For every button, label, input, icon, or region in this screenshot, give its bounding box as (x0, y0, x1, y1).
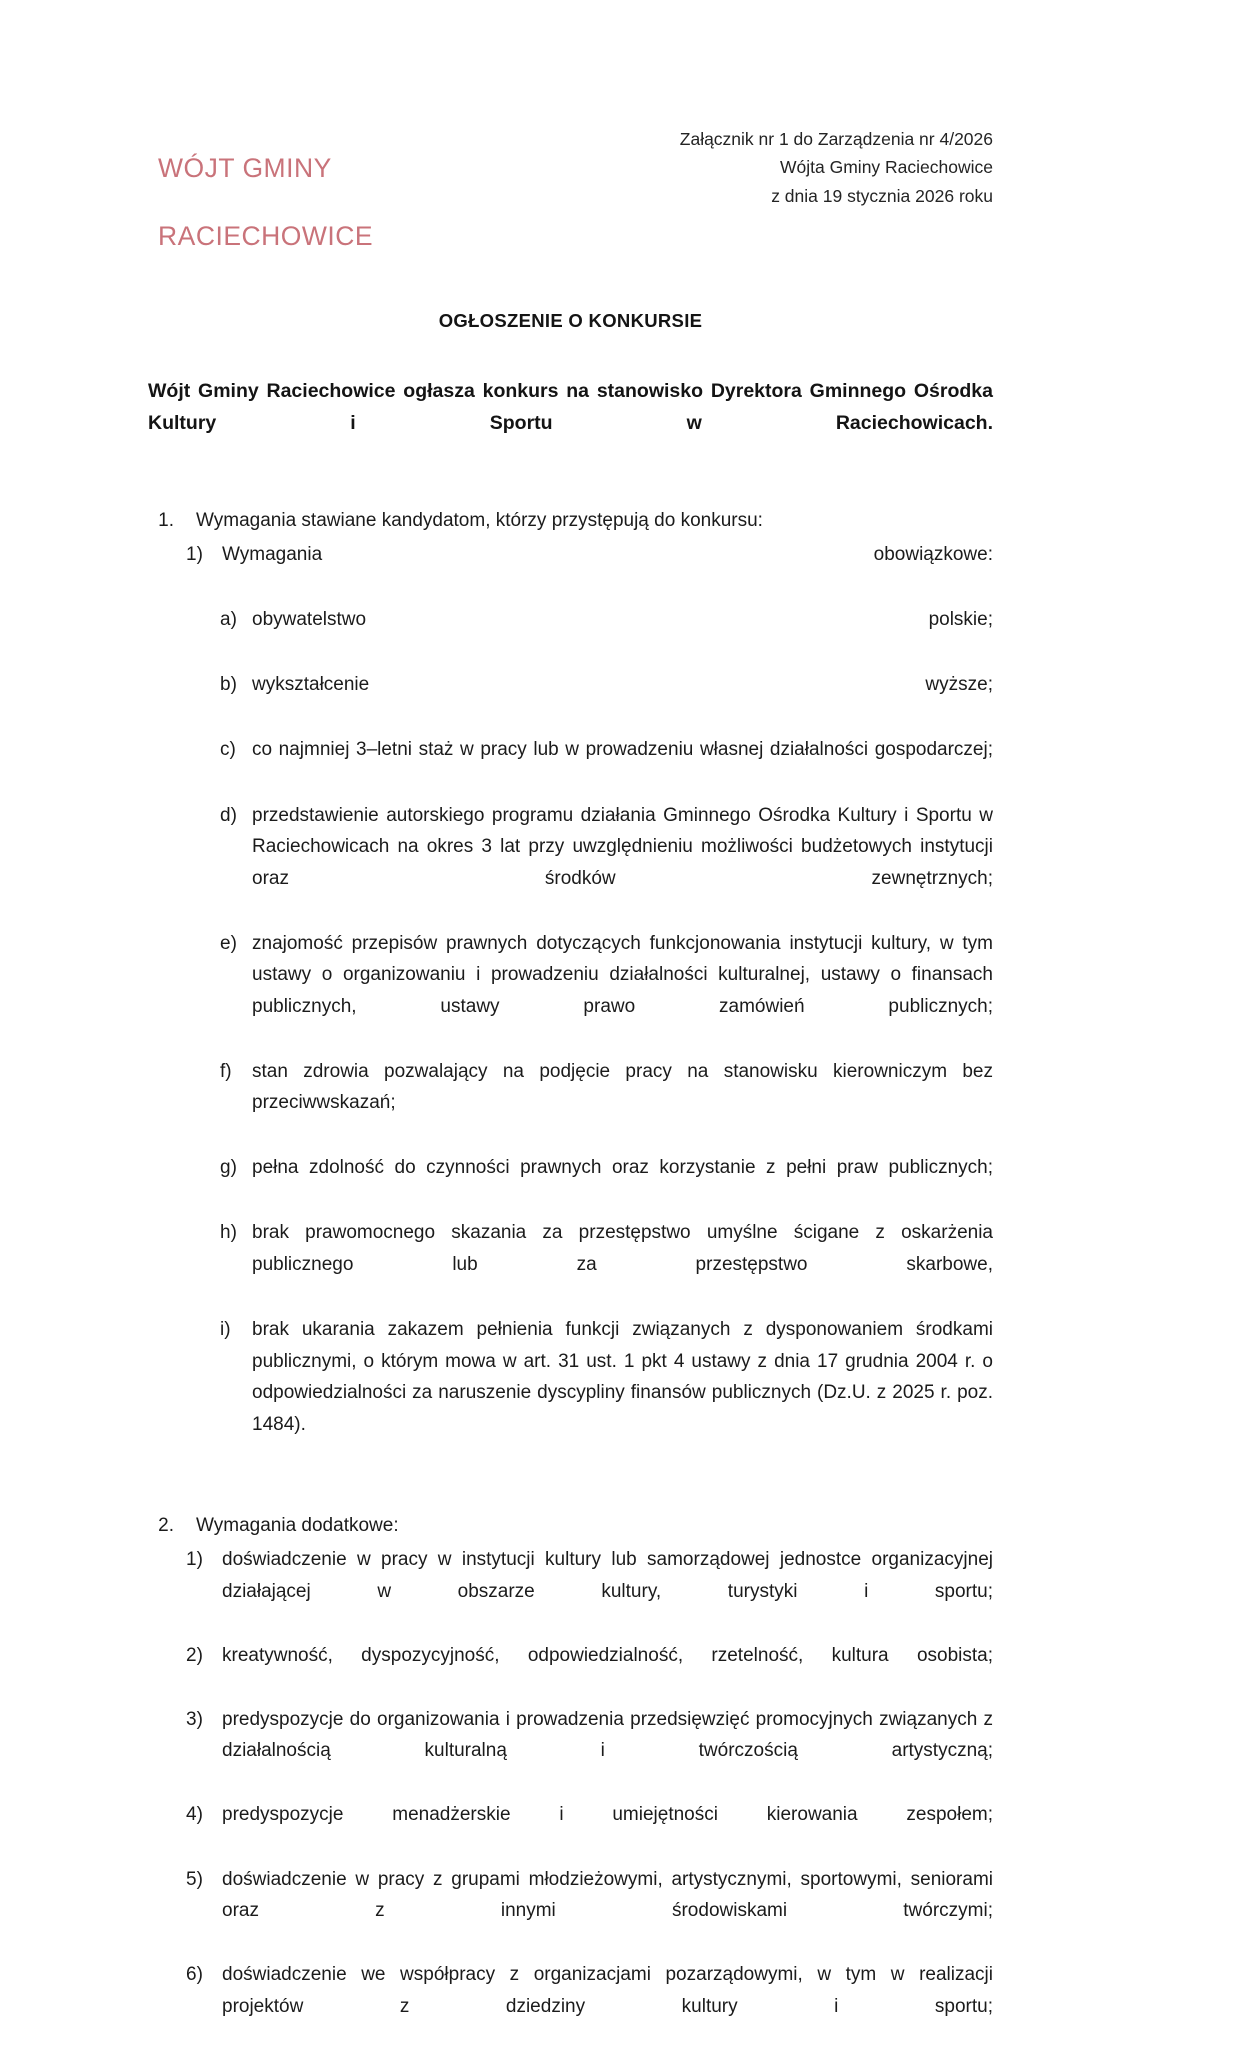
list-item-marker: 5) (186, 1868, 203, 1890)
list-item-text: obywatelstwo polskie; (252, 609, 993, 631)
list-item-text: predyspozycje menadżerskie i umiejętności kierowania zespołem; (222, 1804, 993, 1826)
list-item-marker: h) (220, 1222, 237, 1244)
attachment-reference-line-2: Wójta Gminy Raciechowice (780, 157, 993, 178)
section-additional-requirements (148, 1510, 993, 2054)
municipality-logo (158, 118, 373, 254)
list-item-text: doświadczenie we współpracy z organizacjami pozarządowymi, w tym w realizacji projektów z dziedziny kultury i sportu; (222, 1964, 993, 2017)
list-item-marker: i) (220, 1319, 231, 1341)
document-sheet (148, 0, 993, 2054)
list-item-text: doświadczenie w pracy z grupami młodzieżowymi, artystycznymi, sportowymi, seniorami oraz z innymi środowiskami twórczymi; (222, 1868, 993, 1922)
logo-line-1: WÓJT GMINY (158, 152, 332, 183)
list-item-marker: g) (220, 1157, 237, 1179)
list-item-marker: 4) (186, 1804, 203, 1826)
list-item-marker: 6) (186, 1964, 203, 1986)
list-item (220, 669, 993, 732)
list-item (220, 604, 993, 667)
attachment-reference-line-1: Załącznik nr 1 do Zarządzenia nr 4/2026 (679, 129, 993, 149)
list-item (186, 1799, 993, 1862)
section-heading: Wymagania stawiane kandydatom, którzy przystępują do konkursu: (196, 509, 763, 531)
list-item (220, 800, 993, 926)
list-item-marker: 1) (186, 1549, 203, 1571)
list-item (186, 1704, 993, 1799)
section-heading-row (148, 505, 993, 537)
subsection-marker: 1) (186, 544, 203, 566)
list-item-marker: b) (220, 674, 237, 696)
list-item-marker: d) (220, 804, 237, 826)
list-item (220, 1056, 993, 1151)
list-item (220, 1152, 993, 1215)
subsection-list (148, 539, 993, 1471)
page-title: OGŁOSZENIE O KONKURSIE (438, 310, 703, 331)
section-heading: Wymagania dodatkowe: (196, 1514, 399, 1536)
section-heading-row (148, 1510, 993, 1542)
list-item (220, 1217, 993, 1312)
list-item-marker: e) (220, 932, 237, 954)
list-item (220, 928, 993, 1054)
section-marker: 2. (158, 1514, 174, 1536)
subsection-heading: Wymagania obowiązkowe: (222, 544, 993, 566)
announcement-lead: Wójt Gminy Raciechowice ogłasza konkurs na stanowisko Dyrektora Gminnego Ośrodka Kultury i Sportu w Raciechowicach. (148, 380, 993, 434)
logo-line-2: RACIECHOWICE (158, 220, 374, 251)
document-header (148, 118, 993, 251)
list-item-marker: 2) (186, 1644, 203, 1666)
attachment-reference (573, 125, 993, 210)
list-item (220, 1314, 993, 1472)
list-item (186, 1544, 993, 1639)
subsection-heading-row (186, 539, 993, 602)
list-item (220, 734, 993, 797)
list-item-text: stan zdrowia pozwalający na podjęcie pracy na stanowisku kierowniczym bez przeciwwskazań; (252, 1060, 993, 1114)
list-item-marker: f) (220, 1060, 232, 1082)
list-item-text: przedstawienie autorskiego programu działania Gminnego Ośrodka Kultury i Sportu w Raciechowicach na okres 3 lat przy uwzględnieniu możliwości budżetowych instytucji oraz środków zewnętrznych; (252, 804, 993, 889)
list-item (186, 1959, 993, 2054)
list-item-text: znajomość przepisów prawnych dotyczących funkcjonowania instytucji kultury, w tym ustawy o organizowaniu i prowadzeniu działalności kulturalnej, ustawy o finansach publicznych, ustawy prawo zamówień publicznych; (252, 932, 993, 1017)
mandatory-requirements-list (186, 604, 993, 1471)
section-marker: 1. (158, 509, 174, 531)
list-item-text: pełna zdolność do czynności prawnych oraz korzystanie z pełni praw publicznych; (252, 1157, 993, 1179)
attachment-reference-line-3: z dnia 19 stycznia 2026 roku (771, 185, 993, 206)
list-item-text: brak ukarania zakazem pełnienia funkcji związanych z dysponowaniem środkami publicznymi, o którym mowa w art. 31 ust. 1 pkt 4 ustawy z dnia 17 grudnia 2004 r. o odpowiedzialności za naruszenie dyscypliny finansów publicznych (Dz.U. z 2025 r. poz. 1484). (252, 1319, 993, 1435)
list-item-text: doświadczenie w pracy w instytucji kultury lub samorządowej jednostce organizacyjnej działającej w obszarze kultury, turystyki i sportu; (222, 1549, 993, 1602)
list-item-marker: a) (220, 609, 237, 631)
list-item-marker: 3) (186, 1708, 203, 1730)
list-item-text: wykształcenie wyższe; (252, 674, 993, 696)
list-item-text: kreatywność, dyspozycyjność, odpowiedzialność, rzetelność, kultura osobista; (222, 1644, 993, 1666)
list-item-text: predyspozycje do organizowania i prowadzenia przedsięwzięć promocyjnych związanych z działalnością kulturalną i twórczością artystyczną; (222, 1708, 993, 1762)
list-item-text: brak prawomocnego skazania za przestępstwo umyślne ścigane z oskarżenia publicznego lub za przestępstwo skarbowe, (252, 1222, 993, 1275)
section-requirements (148, 505, 993, 1472)
additional-requirements-list (148, 1544, 993, 2054)
list-item-text: co najmniej 3–letni staż w pracy lub w prowadzeniu własnej działalności gospodarczej; (252, 739, 993, 761)
list-item (186, 1640, 993, 1703)
list-item-marker: c) (220, 739, 236, 761)
list-item (186, 1864, 993, 1959)
